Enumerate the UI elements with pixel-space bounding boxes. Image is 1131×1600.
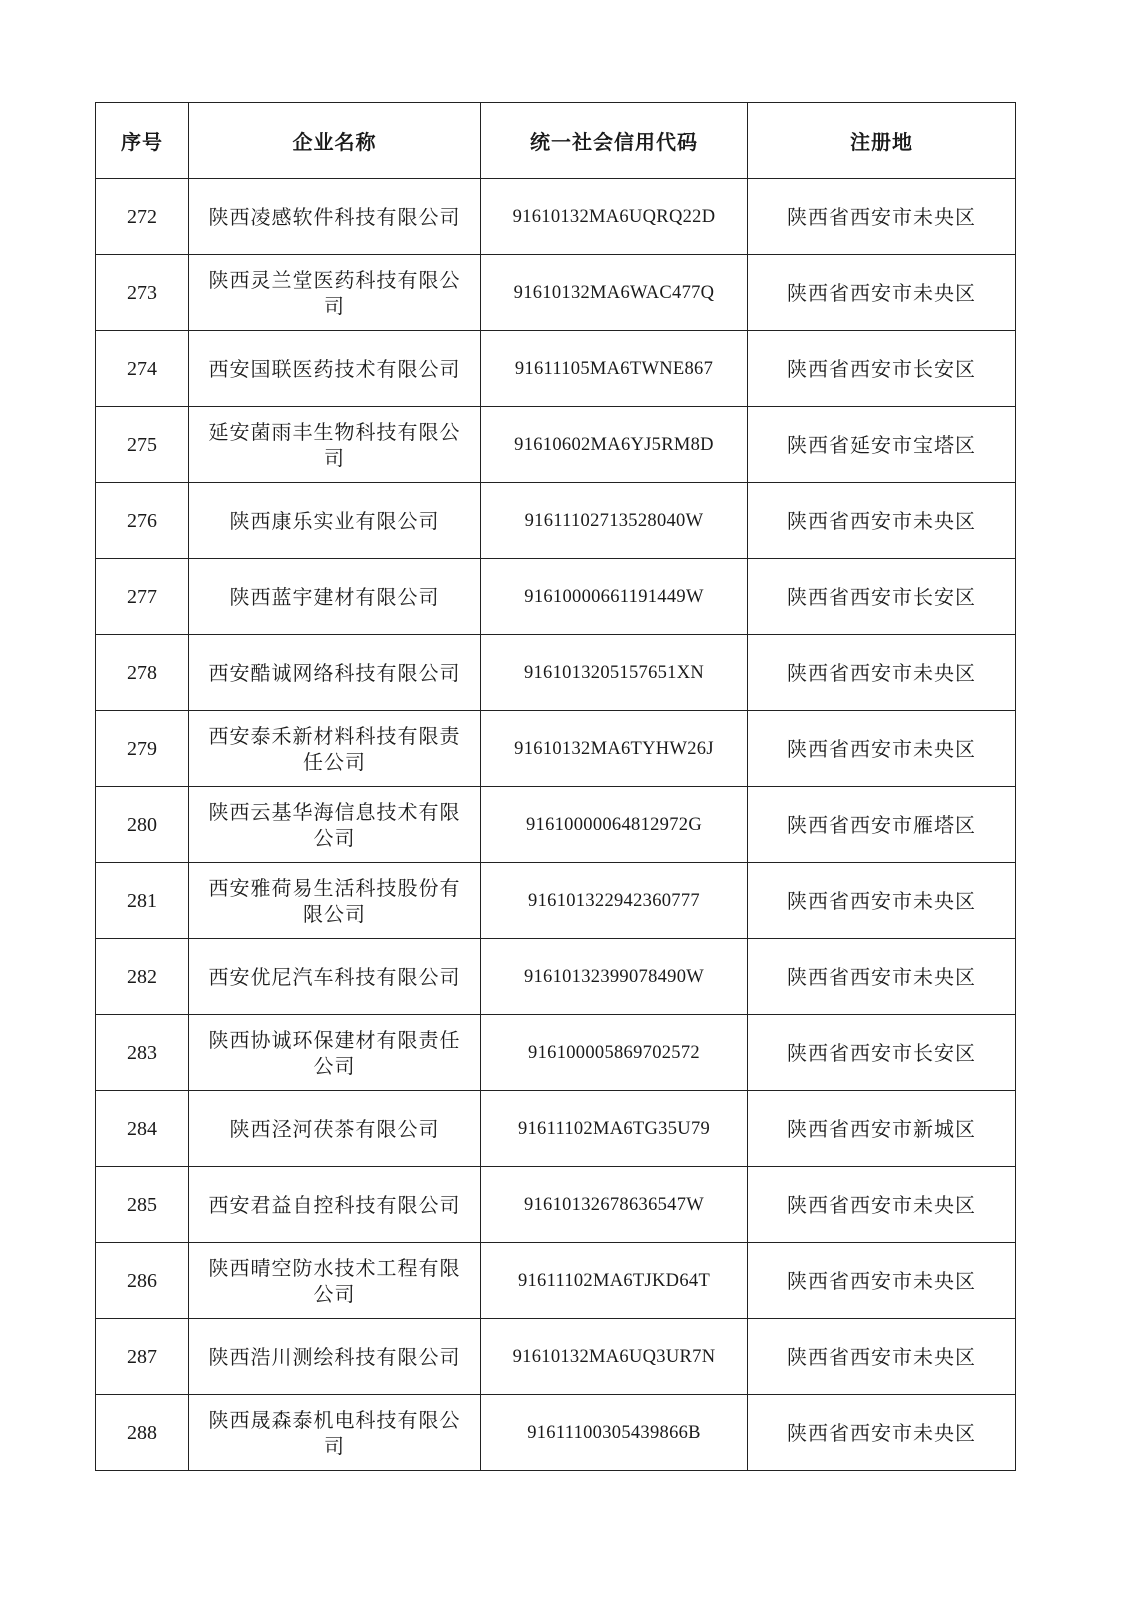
- enterprise-table: [95, 102, 1016, 1471]
- cell-company-name: 西安泰禾新材料科技有限责任公司: [189, 711, 481, 787]
- cell-credit-code: 91610132MA6UQRQ22D: [481, 179, 748, 255]
- cell-serial-number: 284: [96, 1091, 189, 1167]
- cell-registered-place: 陕西省西安市未央区: [748, 863, 1016, 939]
- table-row: [96, 1091, 1016, 1167]
- cell-registered-place: 陕西省西安市长安区: [748, 331, 1016, 407]
- table-row: [96, 559, 1016, 635]
- cell-serial-number: 274: [96, 331, 189, 407]
- table-row: [96, 1167, 1016, 1243]
- cell-company-name: 西安国联医药技术有限公司: [189, 331, 481, 407]
- cell-serial-number: 272: [96, 179, 189, 255]
- cell-company-name: 西安优尼汽车科技有限公司: [189, 939, 481, 1015]
- table-row: [96, 939, 1016, 1015]
- table-row: [96, 331, 1016, 407]
- table-row: [96, 1243, 1016, 1319]
- cell-registered-place: 陕西省西安市未央区: [748, 1167, 1016, 1243]
- cell-credit-code: 91611100305439866B: [481, 1395, 748, 1471]
- table-row: [96, 1319, 1016, 1395]
- cell-company-name: 陕西蓝宇建材有限公司: [189, 559, 481, 635]
- header-row: [96, 103, 1016, 179]
- cell-company-name: 西安君益自控科技有限公司: [189, 1167, 481, 1243]
- cell-serial-number: 277: [96, 559, 189, 635]
- table-row: [96, 483, 1016, 559]
- table-row: [96, 407, 1016, 483]
- cell-company-name: 陕西凌感软件科技有限公司: [189, 179, 481, 255]
- cell-credit-code: 916101322942360777: [481, 863, 748, 939]
- cell-company-name: 西安酷诚网络科技有限公司: [189, 635, 481, 711]
- cell-registered-place: 陕西省西安市未央区: [748, 483, 1016, 559]
- cell-registered-place: 陕西省西安市雁塔区: [748, 787, 1016, 863]
- cell-registered-place: 陕西省西安市未央区: [748, 1243, 1016, 1319]
- cell-company-name: 陕西云基华海信息技术有限公司: [189, 787, 481, 863]
- cell-credit-code: 91610132678636547W: [481, 1167, 748, 1243]
- table-row: [96, 1015, 1016, 1091]
- cell-credit-code: 91610132MA6UQ3UR7N: [481, 1319, 748, 1395]
- cell-serial-number: 285: [96, 1167, 189, 1243]
- cell-serial-number: 282: [96, 939, 189, 1015]
- cell-registered-place: 陕西省延安市宝塔区: [748, 407, 1016, 483]
- cell-serial-number: 287: [96, 1319, 189, 1395]
- table-row: [96, 1395, 1016, 1471]
- cell-serial-number: 279: [96, 711, 189, 787]
- header-credit-code: 统一社会信用代码: [481, 103, 748, 179]
- cell-registered-place: 陕西省西安市未央区: [748, 1319, 1016, 1395]
- table-row: [96, 255, 1016, 331]
- header-registered-place: 注册地: [748, 103, 1016, 179]
- cell-registered-place: 陕西省西安市未央区: [748, 255, 1016, 331]
- cell-company-name: 陕西灵兰堂医药科技有限公司: [189, 255, 481, 331]
- cell-serial-number: 275: [96, 407, 189, 483]
- header-company-name: 企业名称: [189, 103, 481, 179]
- cell-registered-place: 陕西省西安市未央区: [748, 939, 1016, 1015]
- cell-credit-code: 91610132MA6TYHW26J: [481, 711, 748, 787]
- cell-registered-place: 陕西省西安市长安区: [748, 559, 1016, 635]
- cell-serial-number: 281: [96, 863, 189, 939]
- cell-registered-place: 陕西省西安市未央区: [748, 1395, 1016, 1471]
- cell-credit-code: 916100005869702572: [481, 1015, 748, 1091]
- cell-company-name: 陕西晟森泰机电科技有限公司: [189, 1395, 481, 1471]
- cell-serial-number: 280: [96, 787, 189, 863]
- cell-company-name: 延安菌雨丰生物科技有限公司: [189, 407, 481, 483]
- cell-credit-code: 9161013205157651XN: [481, 635, 748, 711]
- table-row: [96, 787, 1016, 863]
- cell-credit-code: 91610000064812972G: [481, 787, 748, 863]
- cell-registered-place: 陕西省西安市新城区: [748, 1091, 1016, 1167]
- cell-registered-place: 陕西省西安市未央区: [748, 711, 1016, 787]
- cell-serial-number: 276: [96, 483, 189, 559]
- header-serial-number: 序号: [96, 103, 189, 179]
- cell-credit-code: 91610602MA6YJ5RM8D: [481, 407, 748, 483]
- cell-serial-number: 278: [96, 635, 189, 711]
- cell-serial-number: 283: [96, 1015, 189, 1091]
- cell-company-name: 陕西晴空防水技术工程有限公司: [189, 1243, 481, 1319]
- cell-registered-place: 陕西省西安市长安区: [748, 1015, 1016, 1091]
- cell-company-name: 陕西康乐实业有限公司: [189, 483, 481, 559]
- cell-company-name: 陕西协诚环保建材有限责任公司: [189, 1015, 481, 1091]
- cell-credit-code: 91611102MA6TG35U79: [481, 1091, 748, 1167]
- cell-serial-number: 288: [96, 1395, 189, 1471]
- cell-company-name: 西安雅荷易生活科技股份有限公司: [189, 863, 481, 939]
- table-row: [96, 711, 1016, 787]
- cell-serial-number: 286: [96, 1243, 189, 1319]
- cell-credit-code: 91610000661191449W: [481, 559, 748, 635]
- cell-company-name: 陕西浩川测绘科技有限公司: [189, 1319, 481, 1395]
- cell-credit-code: 91611105MA6TWNE867: [481, 331, 748, 407]
- cell-serial-number: 273: [96, 255, 189, 331]
- cell-company-name: 陕西泾河茯茶有限公司: [189, 1091, 481, 1167]
- cell-credit-code: 91610132399078490W: [481, 939, 748, 1015]
- table-row: [96, 863, 1016, 939]
- cell-registered-place: 陕西省西安市未央区: [748, 179, 1016, 255]
- cell-credit-code: 91610132MA6WAC477Q: [481, 255, 748, 331]
- cell-registered-place: 陕西省西安市未央区: [748, 635, 1016, 711]
- cell-credit-code: 91611102MA6TJKD64T: [481, 1243, 748, 1319]
- cell-credit-code: 91611102713528040W: [481, 483, 748, 559]
- table-row: [96, 179, 1016, 255]
- table-row: [96, 635, 1016, 711]
